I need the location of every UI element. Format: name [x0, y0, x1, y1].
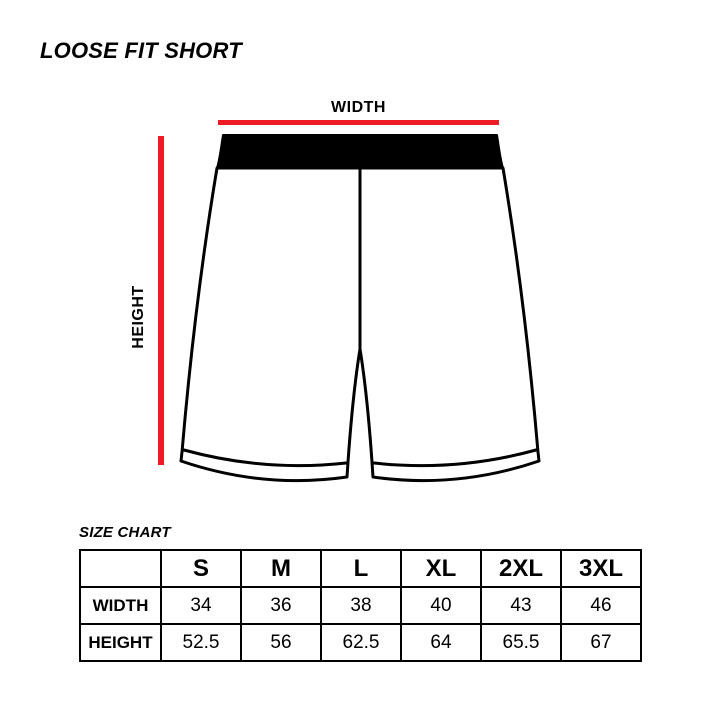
width-value-3xl: 46 [561, 587, 641, 624]
width-value-2xl: 43 [481, 587, 561, 624]
size-chart-header-row [80, 550, 641, 587]
page-title: LOOSE FIT SHORT [40, 38, 242, 63]
shorts-flat-sketch [130, 85, 590, 505]
size-col-s: S [161, 550, 241, 587]
size-col-l: L [321, 550, 401, 587]
size-chart-title: SIZE CHART [79, 524, 171, 541]
width-row [80, 587, 641, 624]
size-col-m: M [241, 550, 321, 587]
height-value-s: 52.5 [161, 624, 241, 661]
width-value-s: 34 [161, 587, 241, 624]
size-col-xl: XL [401, 550, 481, 587]
width-row-label: WIDTH [80, 587, 161, 624]
height-row-label: HEIGHT [80, 624, 161, 661]
size-chart-table [79, 549, 642, 662]
height-value-3xl: 67 [561, 624, 641, 661]
size-col-2xl: 2XL [481, 550, 561, 587]
height-row [80, 624, 641, 661]
height-value-m: 56 [241, 624, 321, 661]
width-value-m: 36 [241, 587, 321, 624]
width-dimension-label: WIDTH [331, 99, 386, 116]
height-value-2xl: 65.5 [481, 624, 561, 661]
width-value-xl: 40 [401, 587, 481, 624]
height-value-l: 62.5 [321, 624, 401, 661]
width-value-l: 38 [321, 587, 401, 624]
height-dimension-label: HEIGHT [130, 285, 147, 349]
size-col-3xl: 3XL [561, 550, 641, 587]
waistband [217, 135, 503, 168]
height-value-xl: 64 [401, 624, 481, 661]
corner-cell [80, 550, 161, 587]
